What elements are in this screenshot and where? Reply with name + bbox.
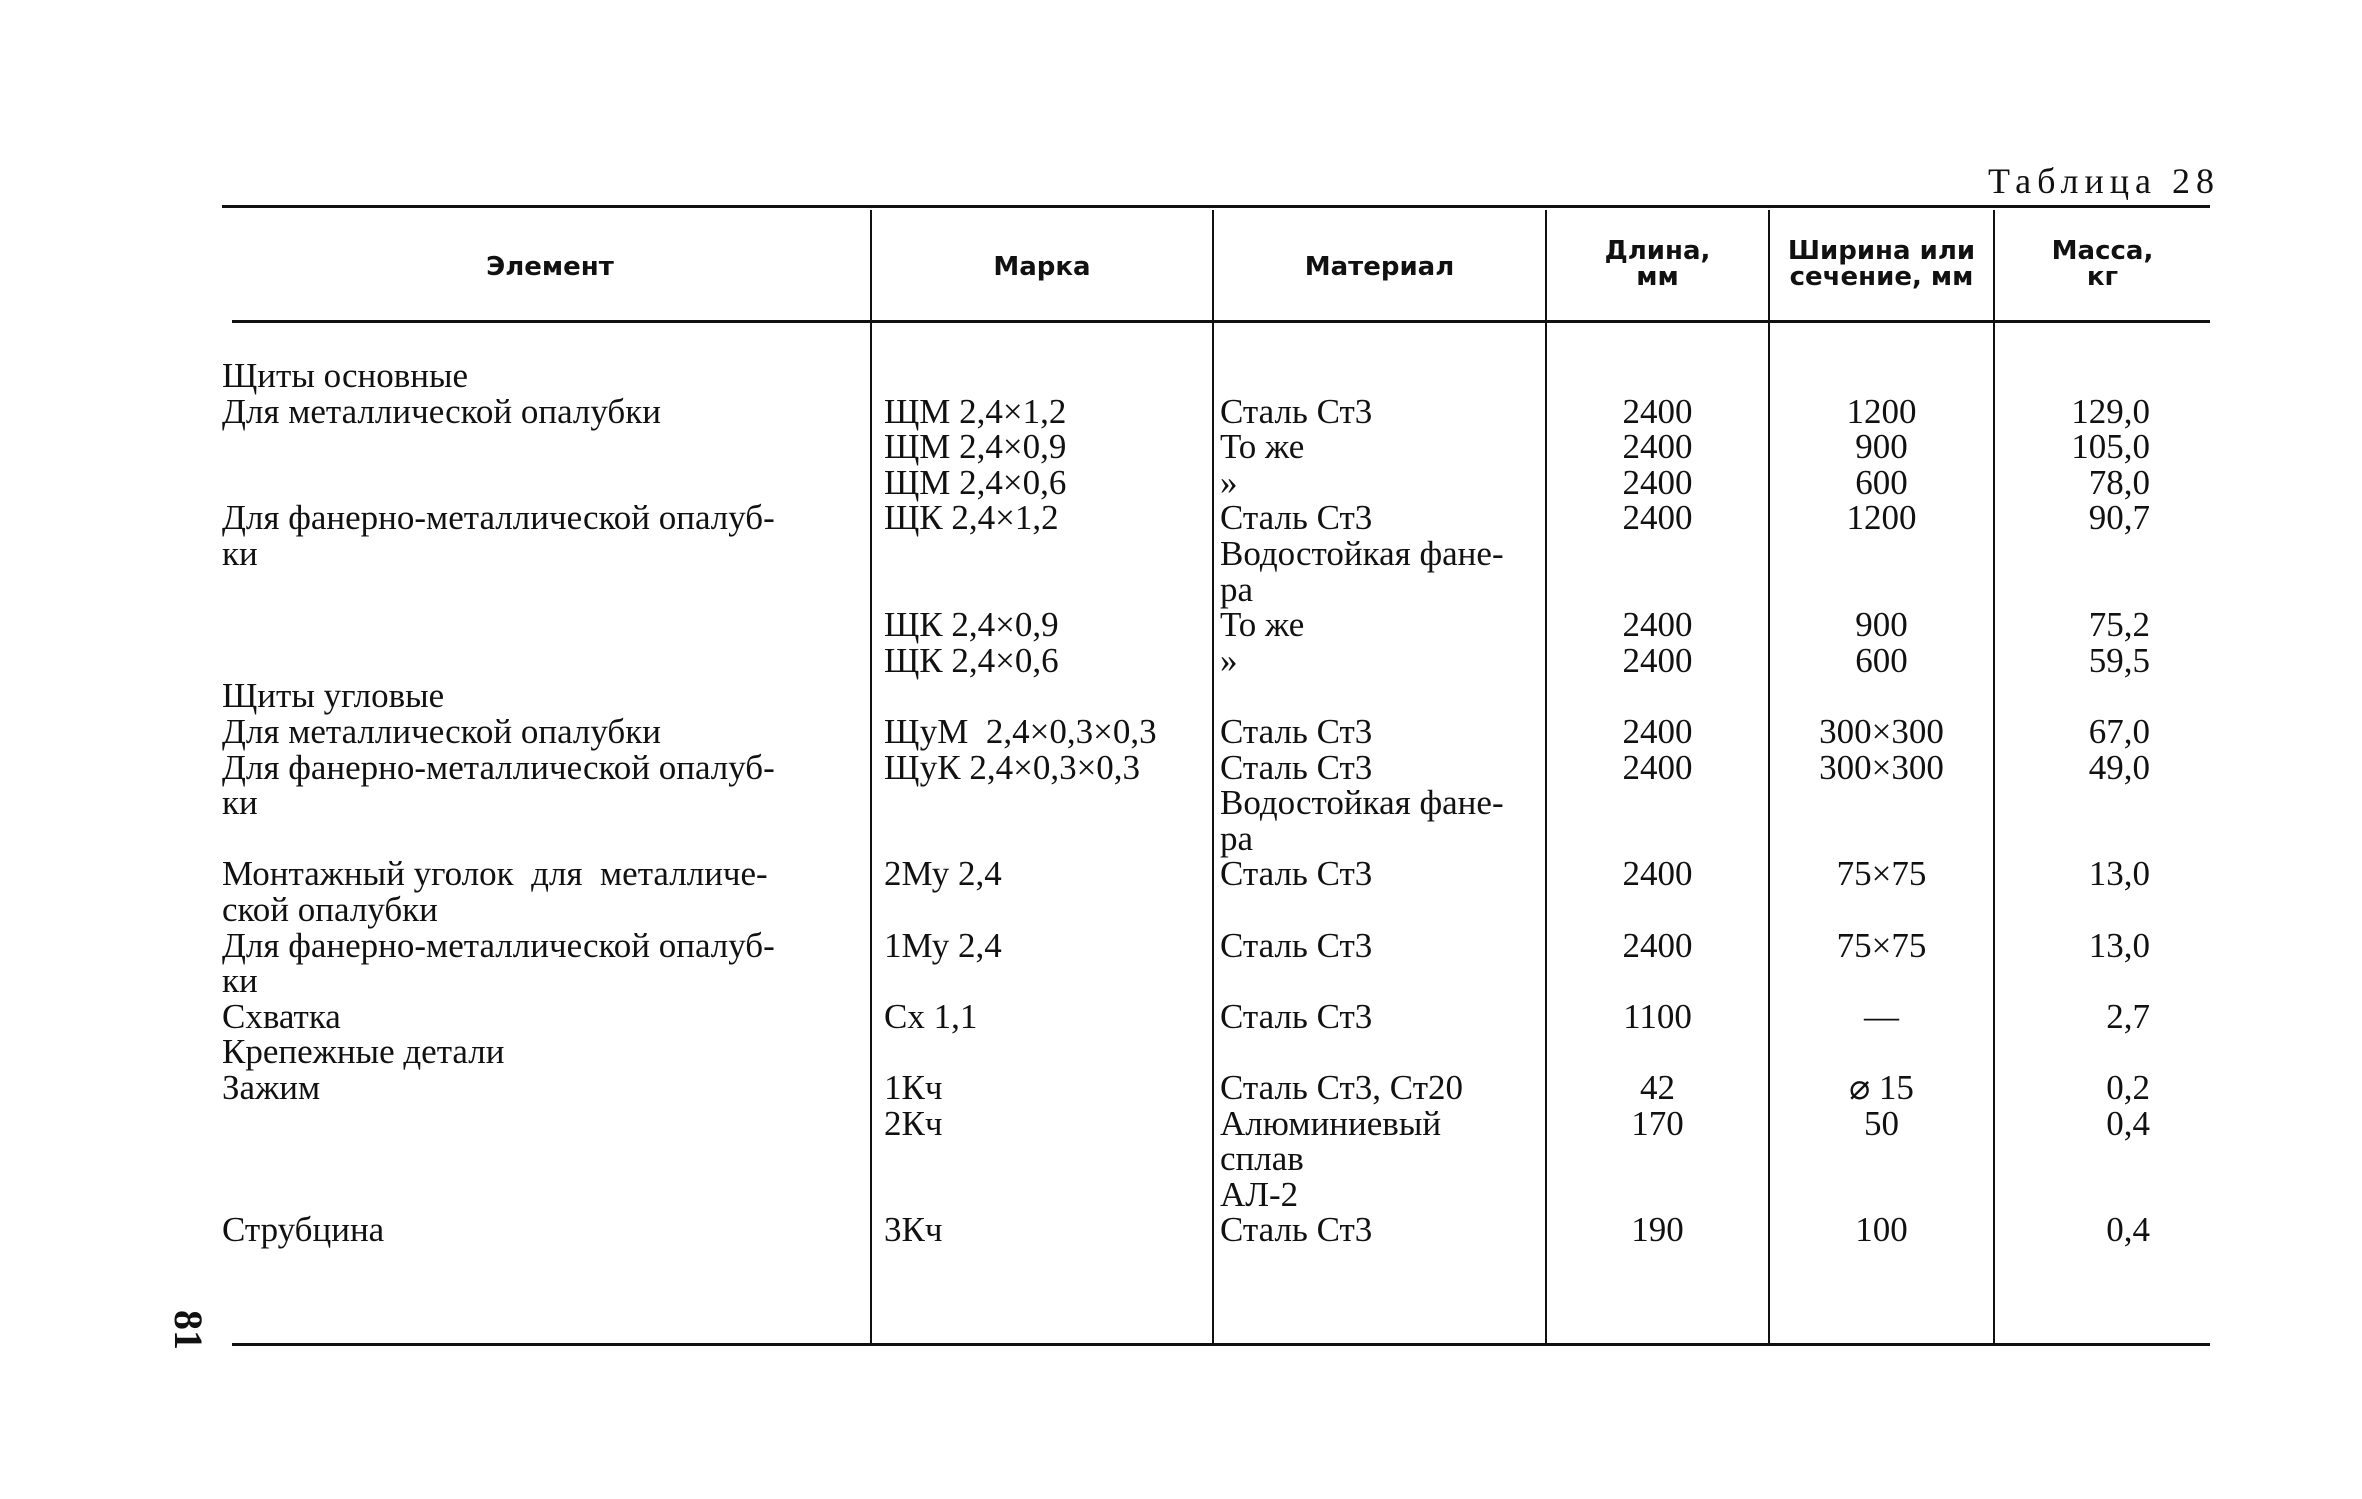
table-bottom-rule	[232, 1343, 2210, 1346]
cell-mass: 105,0	[2071, 427, 2150, 466]
cell-length: 2400	[1622, 926, 1693, 965]
cell-mark: ЩМ 2,4×1,2	[884, 392, 1067, 431]
cell-width: 600	[1855, 463, 1908, 502]
header-length: Длина, мм	[1604, 236, 1711, 292]
cell-width: 1200	[1846, 498, 1917, 537]
cell-width: 300×300	[1819, 712, 1944, 751]
cell-length: 2400	[1622, 427, 1693, 466]
cell-length: 2400	[1622, 498, 1693, 537]
cell-material: Сталь Ст3	[1220, 926, 1373, 965]
cell-element: Для фанерно-металлической опалуб-	[222, 498, 775, 537]
cell-width: 75×75	[1836, 926, 1927, 965]
cell-material: Сталь Ст3	[1220, 854, 1373, 893]
cell-width: 100	[1855, 1210, 1908, 1249]
cell-mark: ЩуК 2,4×0,3×0,3	[884, 748, 1141, 787]
cell-material: »	[1220, 641, 1238, 680]
cell-width: 300×300	[1819, 748, 1944, 787]
cell-mark: ЩМ 2,4×0,6	[884, 463, 1067, 502]
cell-material: Сталь Ст3	[1220, 997, 1373, 1036]
cell-element: ки	[222, 534, 258, 573]
header-bottom-rule	[232, 320, 2210, 323]
cell-element: Для фанерно-металлической опалуб-	[222, 748, 775, 787]
cell-material: Сталь Ст3	[1220, 498, 1373, 537]
cell-length: 1100	[1623, 997, 1692, 1036]
cell-mark: 1Му 2,4	[884, 926, 1002, 965]
cell-length: 2400	[1622, 641, 1693, 680]
cell-width: 1200	[1846, 392, 1917, 431]
cell-mass: 2,7	[2106, 997, 2150, 1036]
cell-material: ра	[1220, 570, 1254, 609]
cell-material: ра	[1220, 819, 1254, 858]
cell-material: Водостойкая фане-	[1220, 783, 1504, 822]
header-element: Элемент	[486, 252, 614, 282]
cell-mass: 75,2	[2088, 605, 2150, 644]
cell-mark: 1Кч	[884, 1068, 943, 1107]
cell-width: —	[1864, 997, 1899, 1036]
cell-mark: 2Кч	[884, 1104, 943, 1143]
cell-width: 900	[1855, 605, 1908, 644]
cell-width: 50	[1864, 1104, 1899, 1143]
cell-width: 75×75	[1836, 854, 1927, 893]
cell-mark: ЩК 2,4×1,2	[884, 498, 1059, 537]
cell-length: 170	[1631, 1104, 1684, 1143]
cell-length: 2400	[1622, 748, 1693, 787]
cell-mass: 59,5	[2088, 641, 2150, 680]
header-material: Материал	[1304, 252, 1455, 282]
cell-mass: 67,0	[2088, 712, 2150, 751]
cell-mark: 2Му 2,4	[884, 854, 1002, 893]
cell-length: 2400	[1622, 392, 1693, 431]
cell-width: ⌀ 15	[1849, 1068, 1914, 1107]
cell-width: 600	[1855, 641, 1908, 680]
cell-material: сплав	[1220, 1139, 1304, 1178]
cell-mass: 129,0	[2071, 392, 2150, 431]
cell-length: 2400	[1622, 854, 1693, 893]
cell-material: Сталь Ст3	[1220, 392, 1373, 431]
cell-element: Зажим	[222, 1068, 321, 1107]
cell-element: ской опалубки	[222, 890, 438, 929]
header-mark: Марка	[993, 252, 1091, 282]
cell-mark: ЩМ 2,4×0,9	[884, 427, 1067, 466]
page-number: 81	[166, 1310, 211, 1350]
cell-element: Схватка	[222, 997, 341, 1036]
cell-element: Для фанерно-металлической опалуб-	[222, 926, 775, 965]
cell-material: Сталь Ст3	[1220, 748, 1373, 787]
cell-material: »	[1220, 463, 1238, 502]
cell-element: Щиты основные	[222, 356, 469, 395]
cell-mass: 78,0	[2088, 463, 2150, 502]
cell-length: 2400	[1622, 463, 1693, 502]
header-width: Ширина или сечение, мм	[1787, 236, 1976, 292]
cell-element: Щиты угловые	[222, 676, 445, 715]
cell-material: Сталь Ст3	[1220, 712, 1373, 751]
cell-material: То же	[1220, 605, 1305, 644]
cell-material: Сталь Ст3, Ст20	[1220, 1068, 1463, 1107]
cell-element: Струбцина	[222, 1210, 385, 1249]
cell-mass: 13,0	[2088, 854, 2150, 893]
cell-mass: 0,2	[2106, 1068, 2150, 1107]
cell-mark: ЩК 2,4×0,9	[884, 605, 1059, 644]
cell-length: 2400	[1622, 712, 1693, 751]
table-caption: Таблица 28	[1988, 161, 2220, 201]
cell-material: Водостойкая фане-	[1220, 534, 1504, 573]
cell-element: Для металлической опалубки	[222, 392, 661, 431]
cell-mark: ЩК 2,4×0,6	[884, 641, 1059, 680]
cell-element: ки	[222, 783, 258, 822]
table-top-rule	[222, 205, 2210, 208]
cell-mark: Сх 1,1	[884, 997, 978, 1036]
cell-mass: 0,4	[2106, 1210, 2150, 1249]
cell-material: Сталь Ст3	[1220, 1210, 1373, 1249]
cell-element: Крепежные детали	[222, 1032, 505, 1071]
cell-element: Монтажный уголок для металличе-	[222, 854, 768, 893]
cell-mark: 3Кч	[884, 1210, 943, 1249]
cell-element: ки	[222, 961, 258, 1000]
cell-mark: ЩуМ 2,4×0,3×0,3	[884, 712, 1157, 751]
cell-length: 190	[1631, 1210, 1684, 1249]
cell-width: 900	[1855, 427, 1908, 466]
column-divider	[870, 210, 872, 1343]
cell-mass: 90,7	[2088, 498, 2150, 537]
cell-material: То же	[1220, 427, 1305, 466]
cell-length: 42	[1640, 1068, 1675, 1107]
cell-length: 2400	[1622, 605, 1693, 644]
cell-material: АЛ-2	[1220, 1175, 1299, 1214]
cell-material: Алюминиевый	[1220, 1104, 1442, 1143]
cell-mass: 13,0	[2088, 926, 2150, 965]
cell-mass: 49,0	[2088, 748, 2150, 787]
cell-mass: 0,4	[2106, 1104, 2150, 1143]
header-mass: Масса, кг	[2051, 236, 2154, 292]
cell-element: Для металлической опалубки	[222, 712, 661, 751]
